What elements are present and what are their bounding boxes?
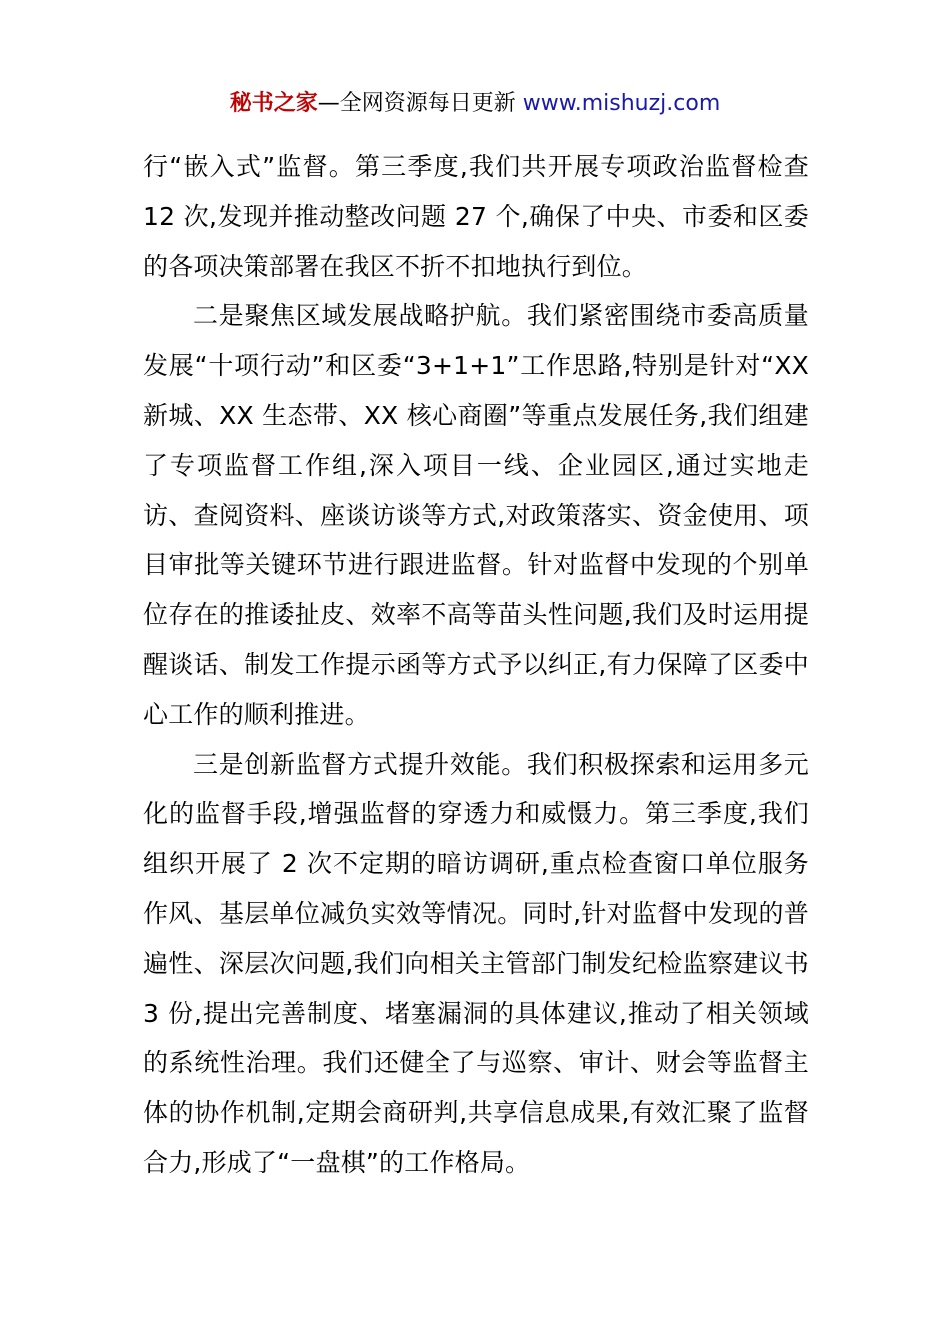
site-url-link[interactable]: www.mishuzj.com xyxy=(522,91,721,116)
paragraph-innovative-supervision: 三是创新监督方式提升效能。我们积极探索和运用多元化的监督手段,增强监督的穿透力和威慑力。第三季度,我们组织开展了 2 次不定期的暗访调研,重点检查窗口单位服务作风、基层单位减负实效等情况。同时,针对监督中发现的普遍性、深层次问题,我们向相关主管部门制发纪检监察建议书 3 份,提出完善制度、堵塞漏洞的具体建议,推动了相关领域的系统性治理。我们还健全了与巡察、审计、财会等监督主体的协作机制,定期会商研判,共享信息成果,有效汇聚了监督合力,形成了“一盘棋”的工作格局。 xyxy=(143,749,809,1177)
header-tagline: —全网资源每日更新 xyxy=(317,91,516,116)
document-body xyxy=(143,142,809,1188)
paragraph-continued: 行“嵌入式”监督。第三季度,我们共开展专项政治监督检查 12 次,发现并推动整改问题 27 个,确保了中央、市委和区委的各项决策部署在我区不折不扣地执行到位。 xyxy=(143,152,809,281)
brand-name: 秘书之家 xyxy=(229,91,318,116)
page-header xyxy=(0,88,950,120)
paragraph-strategy-escort: 二是聚焦区域发展战略护航。我们紧密围绕市委高质量发展“十项行动”和区委“3+1+1”工作思路,特别是针对“XX 新城、XX 生态带、XX 核心商圈”等重点发展任务,我们组建了专项监督工作组,深入项目一线、企业园区,通过实地走访、查阅资料、座谈访谈等方式,对政策落实、资金使用、项目审批等关键环节进行跟进监督。针对监督中发现的个别单位存在的推诿扯皮、效率不高等苗头性问题,我们及时运用提醒谈话、制发工作提示函等方式予以纠正,有力保障了区委中心工作的顺利推进。 xyxy=(143,301,809,729)
